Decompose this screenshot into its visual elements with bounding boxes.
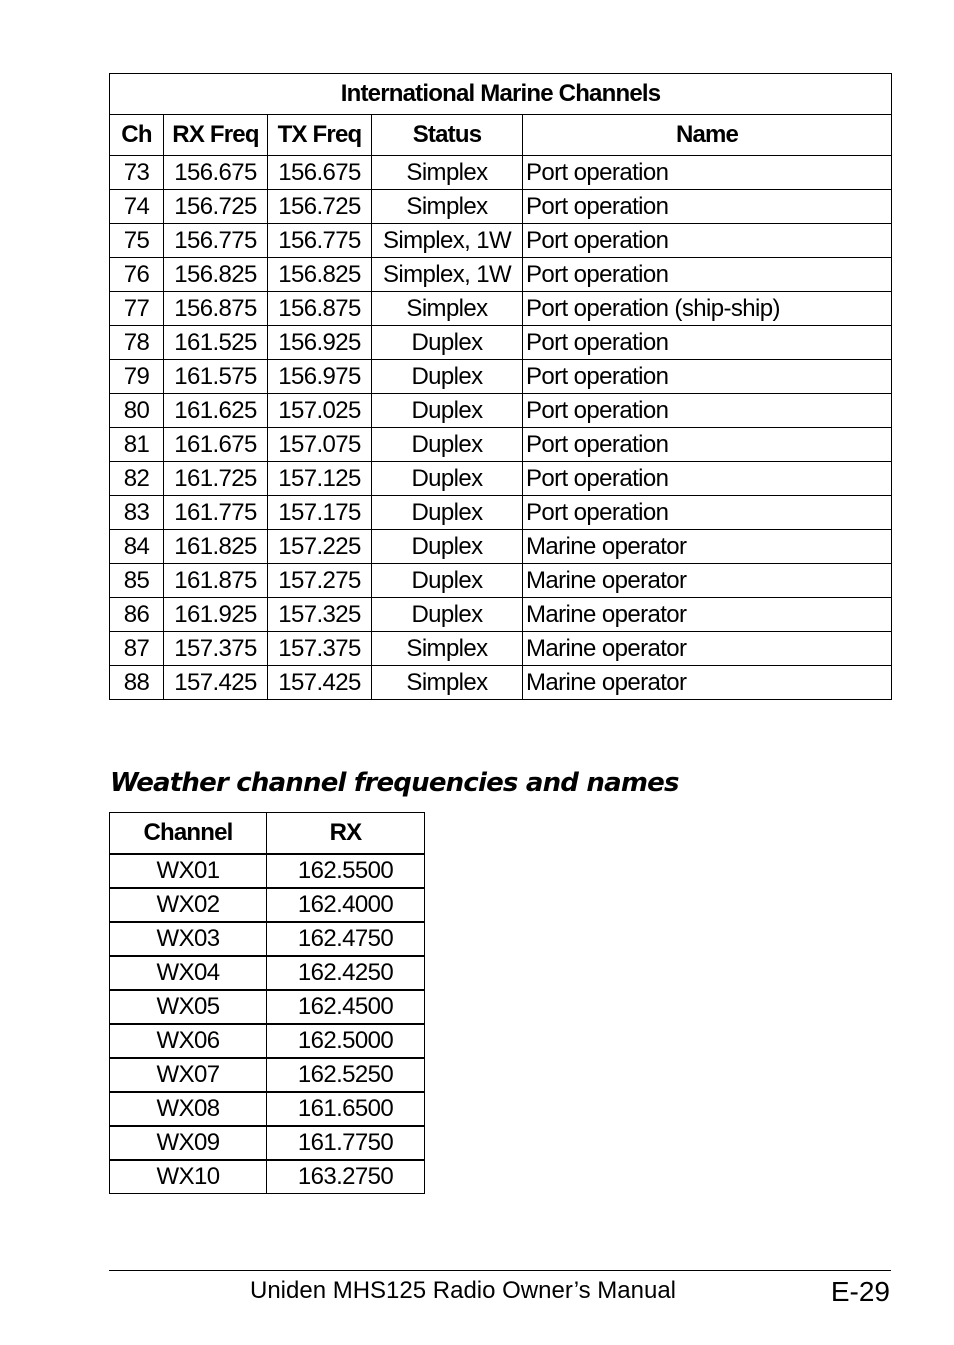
cell-channel: WX09 <box>110 1126 267 1160</box>
cell-name: Port operation <box>523 258 892 292</box>
table-row <box>110 990 425 1024</box>
cell-rx-freq: 157.375 <box>164 632 268 666</box>
cell-name: Port operation <box>523 428 892 462</box>
cell-rx-freq: 161.675 <box>164 428 268 462</box>
column-header-status: Status <box>372 115 523 156</box>
cell-status: Duplex <box>372 462 523 496</box>
cell-name: Port operation <box>523 394 892 428</box>
cell-ch: 75 <box>110 224 164 258</box>
table-row <box>110 1024 425 1058</box>
cell-ch: 74 <box>110 190 164 224</box>
cell-name: Port operation <box>523 360 892 394</box>
cell-status: Duplex <box>372 360 523 394</box>
cell-ch: 88 <box>110 666 164 700</box>
footer-divider <box>109 1270 891 1271</box>
cell-channel: WX07 <box>110 1058 267 1092</box>
table-row <box>110 1058 425 1092</box>
cell-name: Marine operator <box>523 564 892 598</box>
table-row <box>110 598 892 632</box>
cell-name: Port operation (ship-ship) <box>523 292 892 326</box>
table-row <box>110 1160 425 1194</box>
cell-tx-freq: 157.175 <box>268 496 372 530</box>
cell-rx-freq: 156.725 <box>164 190 268 224</box>
cell-rx-freq: 156.675 <box>164 156 268 190</box>
table-row <box>110 258 892 292</box>
weather-header-row <box>110 813 425 855</box>
cell-ch: 87 <box>110 632 164 666</box>
cell-tx-freq: 156.775 <box>268 224 372 258</box>
cell-ch: 80 <box>110 394 164 428</box>
cell-ch: 77 <box>110 292 164 326</box>
cell-name: Marine operator <box>523 598 892 632</box>
table-row <box>110 956 425 990</box>
cell-rx-freq: 157.425 <box>164 666 268 700</box>
cell-ch: 79 <box>110 360 164 394</box>
cell-tx-freq: 157.425 <box>268 666 372 700</box>
cell-rx-freq: 156.875 <box>164 292 268 326</box>
cell-status: Duplex <box>372 326 523 360</box>
column-header-channel: Channel <box>110 813 267 855</box>
cell-name: Marine operator <box>523 666 892 700</box>
cell-tx-freq: 157.275 <box>268 564 372 598</box>
marine-table-body <box>110 156 892 700</box>
cell-ch: 85 <box>110 564 164 598</box>
table-row <box>110 326 892 360</box>
cell-status: Simplex <box>372 632 523 666</box>
table-row <box>110 1126 425 1160</box>
cell-channel: WX04 <box>110 956 267 990</box>
cell-rx-freq: 161.725 <box>164 462 268 496</box>
column-header-rx: RX <box>267 813 425 855</box>
table-row <box>110 190 892 224</box>
cell-channel: WX06 <box>110 1024 267 1058</box>
cell-status: Duplex <box>372 564 523 598</box>
cell-name: Port operation <box>523 462 892 496</box>
cell-rx-freq: 156.775 <box>164 224 268 258</box>
cell-tx-freq: 157.375 <box>268 632 372 666</box>
column-header-ch: Ch <box>110 115 164 156</box>
cell-status: Simplex <box>372 666 523 700</box>
cell-rx: 162.4250 <box>267 956 425 990</box>
marine-channels-table <box>109 73 892 700</box>
cell-ch: 86 <box>110 598 164 632</box>
cell-status: Duplex <box>372 428 523 462</box>
table-row <box>110 922 425 956</box>
cell-rx-freq: 161.625 <box>164 394 268 428</box>
cell-tx-freq: 156.825 <box>268 258 372 292</box>
cell-rx-freq: 161.525 <box>164 326 268 360</box>
cell-rx: 163.2750 <box>267 1160 425 1194</box>
table-row <box>110 854 425 888</box>
cell-channel: WX05 <box>110 990 267 1024</box>
column-header-name: Name <box>523 115 892 156</box>
cell-rx-freq: 161.575 <box>164 360 268 394</box>
cell-rx-freq: 161.825 <box>164 530 268 564</box>
footer-page-number: E-29 <box>830 1276 890 1307</box>
cell-tx-freq: 156.675 <box>268 156 372 190</box>
table-row <box>110 360 892 394</box>
cell-rx: 161.6500 <box>267 1092 425 1126</box>
weather-channels-table <box>109 812 425 1194</box>
cell-rx: 162.5250 <box>267 1058 425 1092</box>
cell-tx-freq: 156.725 <box>268 190 372 224</box>
cell-rx: 162.5000 <box>267 1024 425 1058</box>
cell-status: Duplex <box>372 496 523 530</box>
cell-status: Duplex <box>372 598 523 632</box>
cell-status: Duplex <box>372 394 523 428</box>
table-header-row <box>110 115 892 156</box>
cell-name: Port operation <box>523 496 892 530</box>
footer-manual-title: Uniden MHS125 Radio Owner’s Manual <box>250 1277 676 1304</box>
cell-rx: 161.7750 <box>267 1126 425 1160</box>
cell-ch: 76 <box>110 258 164 292</box>
cell-tx-freq: 157.325 <box>268 598 372 632</box>
table-row <box>110 428 892 462</box>
cell-rx-freq: 161.775 <box>164 496 268 530</box>
cell-rx: 162.4500 <box>267 990 425 1024</box>
table-row <box>110 530 892 564</box>
table-row <box>110 462 892 496</box>
cell-name: Marine operator <box>523 530 892 564</box>
cell-ch: 83 <box>110 496 164 530</box>
table-row <box>110 632 892 666</box>
cell-ch: 78 <box>110 326 164 360</box>
table-row <box>110 888 425 922</box>
cell-ch: 73 <box>110 156 164 190</box>
cell-rx-freq: 161.875 <box>164 564 268 598</box>
cell-status: Simplex, 1W <box>372 224 523 258</box>
cell-rx-freq: 161.925 <box>164 598 268 632</box>
weather-section-heading: Weather channel frequencies and names <box>110 768 679 798</box>
cell-rx: 162.4000 <box>267 888 425 922</box>
cell-channel: WX10 <box>110 1160 267 1194</box>
cell-status: Simplex <box>372 156 523 190</box>
weather-table-body <box>110 854 425 1194</box>
cell-name: Port operation <box>523 224 892 258</box>
table-row <box>110 496 892 530</box>
cell-name: Port operation <box>523 326 892 360</box>
cell-channel: WX01 <box>110 854 267 888</box>
cell-status: Simplex <box>372 190 523 224</box>
cell-rx: 162.5500 <box>267 854 425 888</box>
cell-channel: WX03 <box>110 922 267 956</box>
cell-tx-freq: 156.975 <box>268 360 372 394</box>
cell-ch: 81 <box>110 428 164 462</box>
cell-status: Duplex <box>372 530 523 564</box>
cell-tx-freq: 157.125 <box>268 462 372 496</box>
cell-channel: WX08 <box>110 1092 267 1126</box>
cell-name: Marine operator <box>523 632 892 666</box>
table-row <box>110 292 892 326</box>
cell-tx-freq: 157.225 <box>268 530 372 564</box>
cell-tx-freq: 156.875 <box>268 292 372 326</box>
column-header-rx-freq: RX Freq <box>164 115 268 156</box>
cell-ch: 84 <box>110 530 164 564</box>
cell-rx-freq: 156.825 <box>164 258 268 292</box>
cell-status: Simplex, 1W <box>372 258 523 292</box>
column-header-tx-freq: TX Freq <box>268 115 372 156</box>
cell-tx-freq: 156.925 <box>268 326 372 360</box>
table-title-row <box>110 74 892 115</box>
table-row <box>110 224 892 258</box>
cell-name: Port operation <box>523 190 892 224</box>
cell-tx-freq: 157.075 <box>268 428 372 462</box>
cell-name: Port operation <box>523 156 892 190</box>
table-row <box>110 156 892 190</box>
cell-ch: 82 <box>110 462 164 496</box>
cell-rx: 162.4750 <box>267 922 425 956</box>
table-row <box>110 666 892 700</box>
table-row <box>110 564 892 598</box>
cell-tx-freq: 157.025 <box>268 394 372 428</box>
table-title: International Marine Channels <box>110 74 892 115</box>
table-row <box>110 1092 425 1126</box>
cell-status: Simplex <box>372 292 523 326</box>
table-row <box>110 394 892 428</box>
cell-channel: WX02 <box>110 888 267 922</box>
